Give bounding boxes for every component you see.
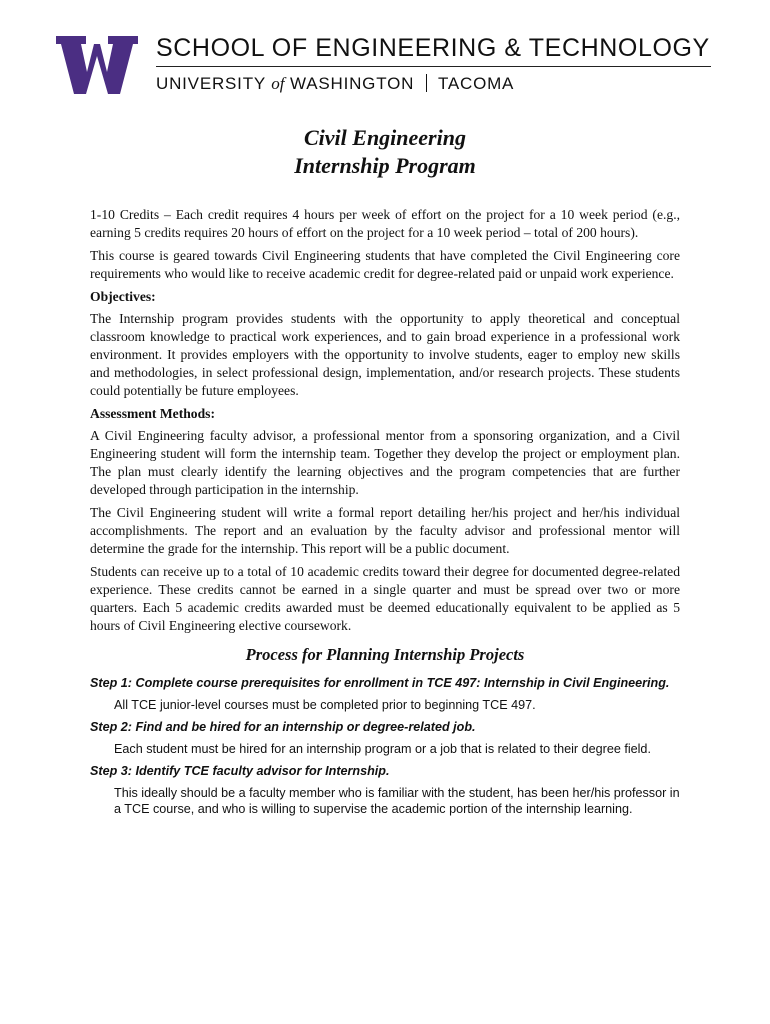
assessment-paragraph-3: Students can receive up to a total of 10 academic credits toward their degree for documented degree-related experience. These credits cannot be earned in a single quarter and must be spread over two or more quarters. Each 5 academic credits awarded must be deemed educationally equivalent to be applied as 5 hours of Civil Engineering elective coursework. [90, 564, 680, 633]
document-body [90, 206, 680, 823]
step-1-title: Step 1: Complete course prerequisites for enrollment in TCE 497: Internship in Civil Engineering. [90, 676, 670, 690]
campus-name: TACOMA [437, 74, 515, 93]
audience-paragraph: This course is geared towards Civil Engineering students that have completed the Civil Engineering core requirements who would like to receive academic credit for degree-related paid or unpaid work experience. [90, 248, 680, 281]
uw-w-logo [56, 36, 138, 94]
university-prefix: UNIVERSITY [156, 74, 266, 93]
assessment-paragraph-2: The Civil Engineering student will write a formal report detailing her/his project and her/his individual accomplishments. The report and an evaluation by the faculty advisor and professional mentor will determine the grade for the internship. This report will be a public document. [90, 505, 680, 556]
title-line-2: Internship Program [294, 153, 476, 178]
university-of: of [271, 74, 285, 93]
school-name: SCHOOL OF ENGINEERING & TECHNOLOGY [156, 34, 710, 62]
credits-paragraph: 1-10 Credits – Each credit requires 4 hours per week of effort on the project for a 10 week period (e.g., earning 5 credits requires 20 hours of effort on the project for a 10 week period – total of 200 hours). [90, 207, 680, 240]
step-2-body: Each student must be hired for an internship program or a job that is related to their degree field. [114, 742, 651, 756]
university-name [156, 74, 514, 94]
university-washington: WASHINGTON [290, 74, 415, 93]
objectives-paragraph: The Internship program provides students with the opportunity to apply theoretical and conceptual classroom knowledge to practical work experiences, and to gain broad experience in a professional work environment. It provides employers with the opportunity to involve students, eager to employ new skills and methodologies, in select professional design, implementation, and/or research projects. These students could potentially be future employees. [90, 311, 680, 398]
step-3-body: This ideally should be a faculty member who is familiar with the student, has been her/his professor in a TCE course, and who is willing to supervise the academic portion of the internship learning. [114, 786, 680, 816]
header-separator [426, 74, 427, 92]
assessment-paragraph-1: A Civil Engineering faculty advisor, a professional mentor from a sponsoring organization, and a Civil Engineering student will form the internship team. Together they develop the project or employment plan. The plan must clearly identify the learning objectives and the program competencies that are further developed through participation in the internship. [90, 428, 680, 497]
assessment-heading: Assessment Methods: [90, 406, 215, 421]
step-2-title: Step 2: Find and be hired for an internship or degree-related job. [90, 720, 476, 734]
letterhead [56, 30, 712, 100]
step-3-title: Step 3: Identify TCE faculty advisor for Internship. [90, 764, 390, 778]
step-1-body: All TCE junior-level courses must be completed prior to beginning TCE 497. [114, 698, 536, 712]
header-rule [156, 66, 711, 67]
document-title [0, 124, 770, 180]
objectives-heading: Objectives: [90, 289, 156, 304]
process-heading: Process for Planning Internship Projects [245, 645, 525, 664]
title-line-1: Civil Engineering [304, 125, 466, 150]
